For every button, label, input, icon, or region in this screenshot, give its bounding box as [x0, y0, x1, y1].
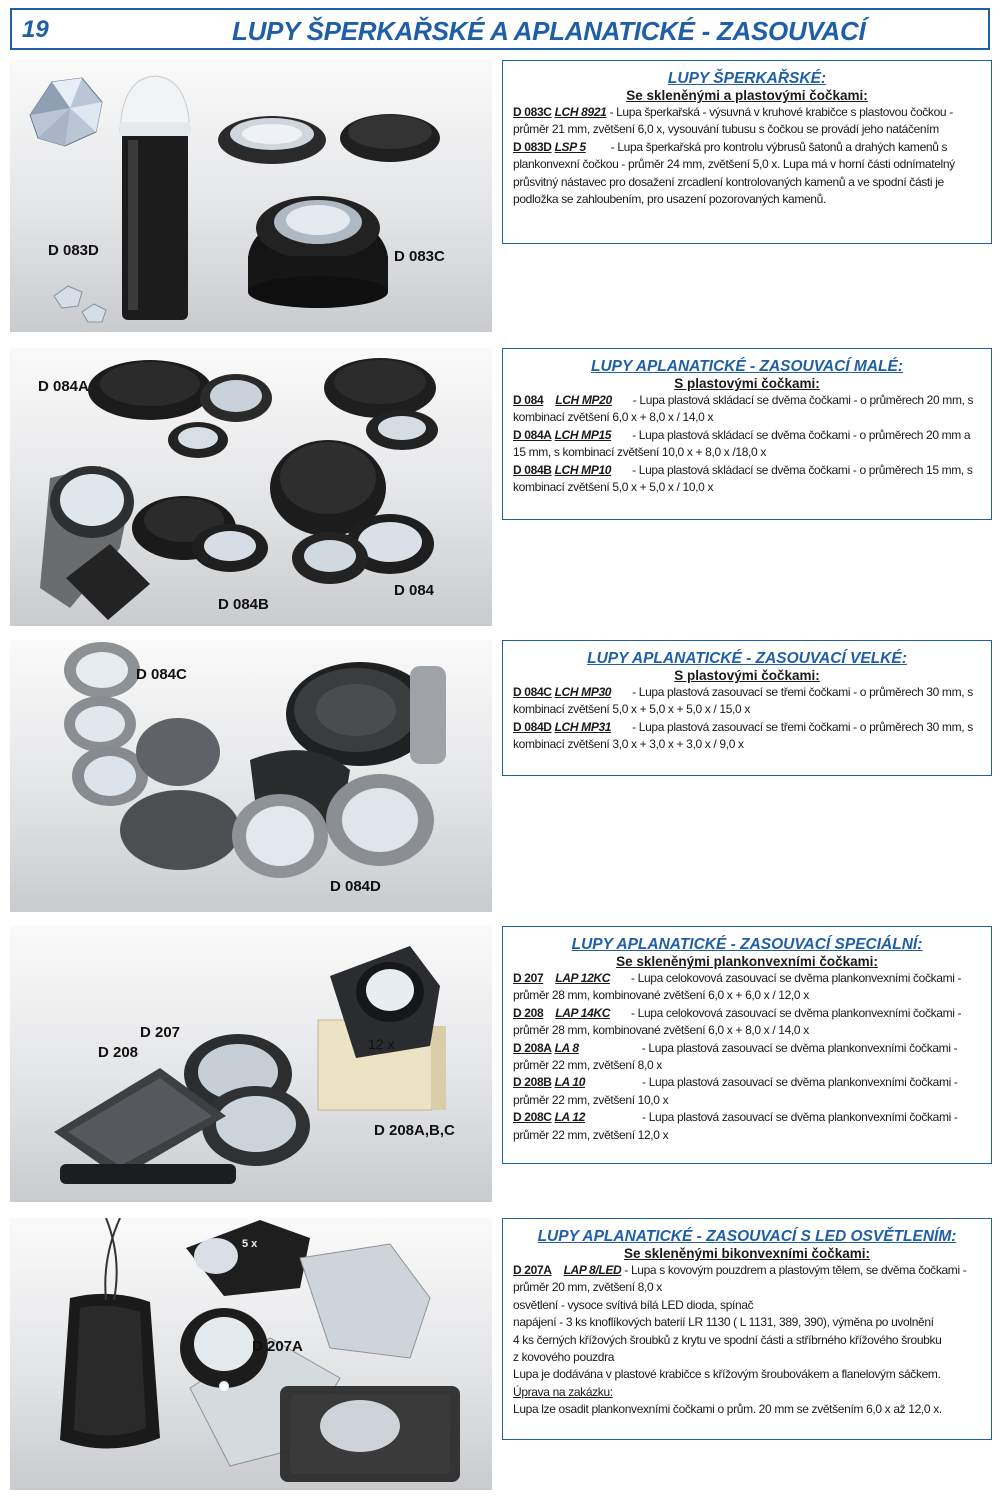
photo-led-aplanatic-loupe [10, 1218, 492, 1490]
photo-label-d084a: D 084A [38, 378, 89, 395]
photo-special-aplanatic-loupes [10, 926, 492, 1202]
product-code: D 084D [513, 719, 552, 734]
product-description: Lupa plastová zasouvací se třemi čočkami - o průměrech 30 mm, s kombinací zvětšení 3,0 x + 3,0 x + 3,0 x / 9,0 x [513, 719, 973, 752]
product-entry: D 207 LAP 12KC - Lupa celokovová zasouvací se dvěma plankonvexními čočkami - průměr 28 mm, kombinované zvětšení 6,0 x + 6,0 x / 12,0 x [513, 971, 962, 1003]
product-type: LCH MP15 [554, 427, 612, 442]
product-type: LCH MP31 [554, 719, 612, 734]
section-subtitle: S plastovými čočkami: [674, 668, 820, 683]
product-code: D 208C [513, 1110, 552, 1125]
photo-jewelers-loupes [10, 60, 492, 332]
product-description: Lupa celokovová zasouvací se dvěma plankonvexními čočkami - průměr 28 mm, kombinované zvětšení 6,0 x + 8,0 x / 14,0 x [513, 1005, 962, 1038]
section-subtitle: S plastovými čočkami: [674, 376, 820, 391]
photo-large-aplanatic-loupes [10, 640, 492, 912]
product-type: LAP 8/LED [563, 1263, 622, 1277]
section-large-aplanatic-loupes [502, 640, 992, 776]
product-entry: D 207A LAP 8/LED - Lupa s kovovým pouzdrem a plastovým tělem, se dvěma čočkami - průměr 20 mm, zvětšení 8,0 x [513, 1263, 967, 1295]
product-code: D 207A [513, 1263, 552, 1277]
product-description: Lupa plastová skládací se dvěma čočkami - o průměrech 20 mm, s kombinací zvětšení 6,0 x + 8,0 x / 14,0 x [513, 393, 974, 425]
photo-small-aplanatic-loupes [10, 348, 492, 626]
product-code: D 084 [513, 393, 544, 407]
product-entry: D 208A LA 8 - Lupa plastová zasouvací se dvěma plankonvexními čočkami - průměr 22 mm, zvětšení 8,0 x [513, 1040, 958, 1073]
custom-note-text: Lupa lze osadit plankonvexními čočkami o prům. 20 mm se zvětšením 6,0 x až 12,0 x. [513, 1402, 942, 1417]
photo-label-d208abc: D 208A,B,C [374, 1122, 455, 1139]
product-type: LCH MP30 [554, 685, 612, 699]
spec-line: z kovového pouzdra [513, 1350, 615, 1365]
product-type: LA 10 [554, 1075, 586, 1090]
product-code: D 084A [513, 427, 552, 442]
product-code: D 207 [513, 971, 544, 985]
product-description: Lupa plastová zasouvací se dvěma plankonvexními čočkami - průměr 22 mm, zvětšení 8,0 x [513, 1040, 958, 1073]
product-entry: D 208C LA 12 - Lupa plastová zasouvací se dvěma plankonvexními čočkami - průměr 22 mm, zvětšení 12,0 x [513, 1110, 958, 1142]
product-entry: D 208B LA 10 - Lupa plastová zasouvací se dvěma plankonvexními čočkami - průměr 22 mm, zvětšení 10,0 x [513, 1075, 958, 1107]
photo-label-magnification: 12 x [368, 1036, 395, 1052]
product-entry: D 208 LAP 14KC - Lupa celokovová zasouvací se dvěma plankonvexními čočkami - průměr 28 mm, kombinované zvětšení 6,0 x + 8,0 x / 14,0 x [513, 1005, 962, 1038]
photo-label-d084b: D 084B [218, 596, 269, 613]
product-type: LSP 5 [554, 139, 586, 154]
section-title: LUPY APLANATICKÉ - ZASOUVACÍ MALÉ: [590, 358, 903, 375]
product-description: Lupa plastová zasouvací se třemi čočkami - o průměrech 30 mm, s kombinací zvětšení 5,0 x + 5,0 x + 5,0 x / 15,0 x [513, 685, 973, 717]
product-entry: D 084C LCH MP30 - Lupa plastová zasouvací se třemi čočkami - o průměrech 30 mm, s kombinací zvětšení 5,0 x + 5,0 x + 5,0 x / 15,0 x [513, 685, 973, 717]
product-type: LAP 14KC [555, 1005, 611, 1020]
spec-line: Lupa je dodávána v plastové krabičce s křížovým šroubovákem a flanelovým sáčkem. [513, 1367, 941, 1382]
section-jewelers-loupes [502, 60, 992, 244]
photo-label-d083c: D 083C [394, 248, 445, 265]
product-type: LCH MP20 [555, 393, 612, 407]
page-number: 19 [22, 16, 49, 43]
section-led-aplanatic-loupe [502, 1218, 992, 1440]
photo-label-magnification: 5 x [242, 1238, 258, 1250]
product-entry: D 083D LSP 5 - Lupa šperkařská pro kontrolu výbrusů šatonů a drahých kamenů s plankonvexní čočkou - průměr 24 mm, zvětšení 5,0 x. Lupa má v horní části odnímatelný průsvitný nástavec pro dosažení zrcadlení kontrolovaných kamenů a ve spodní části je podložka se zahloubením, pro usazení pozorovaných kamenů. [513, 139, 955, 207]
photo-label-d084: D 084 [394, 582, 435, 599]
product-description: Lupa plastová skládací se dvěma čočkami - o průměrech 20 mm a 15 mm, s kombinací zvětšení 10,0 x + 8,0 x /18,0 x [513, 427, 971, 460]
product-entry: D 084D LCH MP31 - Lupa plastová zasouvací se třemi čočkami - o průměrech 30 mm, s kombinací zvětšení 3,0 x + 3,0 x + 3,0 x / 9,0 x [513, 719, 973, 752]
section-subtitle: Se skleněnými bikonvexními čočkami: [623, 1246, 871, 1261]
page-title: LUPY ŠPERKAŘSKÉ A APLANATICKÉ - ZASOUVACÍ [232, 16, 866, 46]
product-code: D 083D [513, 139, 552, 154]
section-title: LUPY APLANATICKÉ - ZASOUVACÍ VELKÉ: [587, 650, 907, 667]
section-title: LUPY APLANATICKÉ - ZASOUVACÍ SPECIÁLNÍ: [571, 936, 923, 953]
spec-line: osvětlení - vysoce svítivá bílá LED dioda, spínač [513, 1297, 754, 1312]
photo-label-d208: D 208 [98, 1044, 139, 1061]
product-description: Lupa šperkařská pro kontrolu výbrusů šatonů a drahých kamenů s plankonvexní čočkou - průměr 24 mm, zvětšení 5,0 x. Lupa má v horní části odnímatelný průsvitný nástavec pro dosažení zrcadlení kontrolovaných kamenů a ve spodní části je podložka se zahloubením, pro usazení pozorovaných kamenů. [513, 139, 955, 207]
section-title: LUPY APLANATICKÉ - ZASOUVACÍ S LED OSVĚTLENÍM: [537, 1228, 957, 1245]
product-code: D 208A [513, 1040, 552, 1055]
section-subtitle: Se skleněnými plankonvexními čočkami: [616, 954, 878, 969]
product-code: D 208 [513, 1005, 544, 1020]
section-small-aplanatic-loupes [502, 348, 992, 520]
product-type: LA 12 [554, 1110, 586, 1125]
product-entry: D 084B LCH MP10 - Lupa plastová skládací se dvěma čočkami - o průměrech 15 mm, s kombinací zvětšení 5,0 x + 5,0 x / 10,0 x [513, 462, 973, 495]
product-description: Lupa šperkařská - výsuvná v kruhové krabičce s plastovou čočkou - průměr 21 mm, zvětšení 6,0 x, vysouvání tubusu s čočkou se provádí jeho natáčením [513, 105, 953, 137]
product-type: LA 8 [554, 1040, 579, 1055]
product-description: Lupa plastová skládací se dvěma čočkami - o průměrech 15 mm, s kombinací zvětšení 5,0 x + 5,0 x / 10,0 x [513, 462, 973, 495]
photo-label-d083d: D 083D [48, 242, 99, 259]
product-description: Lupa s kovovým pouzdrem a plastovým tělem, se dvěma čočkami - průměr 20 mm, zvětšení 8,0 x [513, 1263, 967, 1295]
photo-label-d084c: D 084C [136, 666, 187, 683]
product-type: LAP 12KC [555, 971, 611, 985]
photo-label-d084d: D 084D [330, 878, 381, 895]
photo-label-d207: D 207 [140, 1024, 181, 1041]
product-description: Lupa plastová zasouvací se dvěma plankonvexními čočkami - průměr 22 mm, zvětšení 12,0 x [513, 1110, 958, 1142]
section-title: LUPY ŠPERKAŘSKÉ: [667, 70, 827, 87]
product-code: D 208B [513, 1075, 552, 1090]
product-code: D 084B [513, 462, 552, 477]
section-subtitle: Se skleněnými a plastovými čočkami: [626, 88, 868, 103]
product-type: LCH 8921 [554, 105, 607, 119]
product-entry: D 083C LCH 8921 - Lupa šperkařská - výsuvná v kruhové krabičce s plastovou čočkou - průměr 21 mm, zvětšení 6,0 x, vysouvání tubusu s čočkou se provádí jeho natáčením [513, 105, 953, 137]
product-code: D 084C [513, 685, 552, 699]
custom-note-heading: Úprava na zakázku: [513, 1384, 613, 1399]
product-entry: D 084A LCH MP15 - Lupa plastová skládací se dvěma čočkami - o průměrech 20 mm a 15 mm, s kombinací zvětšení 10,0 x + 8,0 x /18,0 x [513, 427, 971, 460]
product-description: Lupa celokovová zasouvací se dvěma plankonvexními čočkami - průměr 28 mm, kombinované zvětšení 6,0 x + 6,0 x / 12,0 x [513, 971, 962, 1003]
section-special-aplanatic-loupes [502, 926, 992, 1164]
product-code: D 083C [513, 105, 552, 119]
product-entry: D 084 LCH MP20 - Lupa plastová skládací se dvěma čočkami - o průměrech 20 mm, s kombinací zvětšení 6,0 x + 8,0 x / 14,0 x [513, 393, 974, 425]
photo-label-d207a: D 207A [252, 1338, 303, 1355]
product-type: LCH MP10 [554, 462, 612, 477]
diamond-image [30, 78, 102, 146]
product-description: Lupa plastová zasouvací se dvěma plankonvexními čočkami - průměr 22 mm, zvětšení 10,0 x [513, 1075, 958, 1107]
page-header [10, 8, 990, 50]
spec-line: 4 ks černých křížových šroubků z krytu ve spodní části a stříbrného křížového šroubku [513, 1332, 942, 1347]
spec-line: napájení - 3 ks knoflíkových baterií LR 1130 ( L 1131, 389, 390), výměna po uvolnění [513, 1315, 934, 1330]
